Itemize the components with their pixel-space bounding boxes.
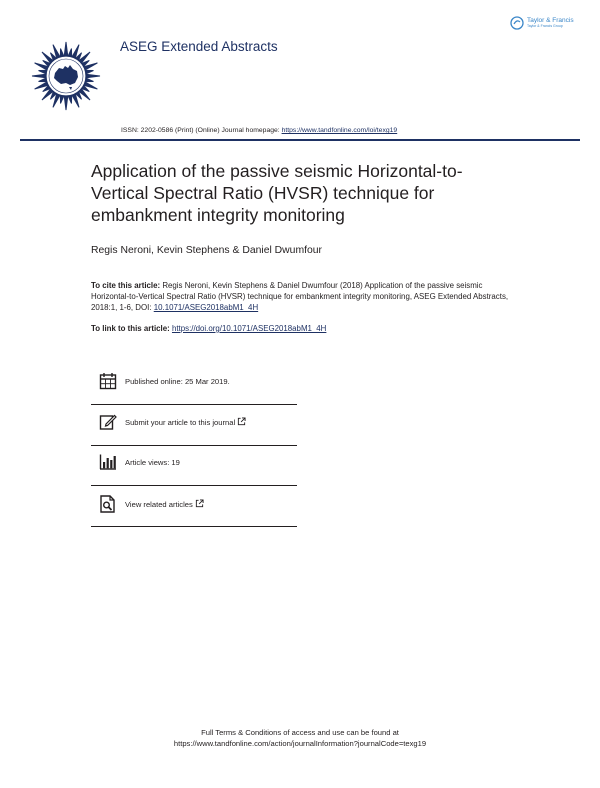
- edit-icon: [99, 413, 117, 431]
- published-online-row: [91, 366, 297, 396]
- publisher-logo[interactable]: [510, 16, 574, 30]
- taylor-francis-icon: [510, 16, 524, 30]
- logo-spike: [64, 42, 68, 56]
- footer-terms: [0, 727, 600, 749]
- header-divider: [20, 139, 580, 141]
- publisher-logo-subtext: Taylor & Francis Group: [527, 24, 563, 28]
- logo-spike: [86, 74, 100, 78]
- published-online-text: Published online: 25 Mar 2019.: [125, 376, 230, 386]
- article-title: Application of the passive seismic Horizontal-to-Vertical Spectral Ratio (HVSR) technique for embankment integrity monitoring: [91, 161, 463, 225]
- info-divider: [91, 404, 297, 405]
- citation-block: [91, 280, 511, 313]
- article-views-text: Article views: 19: [125, 457, 180, 467]
- publisher-logo-text: Taylor & Francis: [527, 16, 574, 24]
- info-divider: [91, 485, 297, 486]
- logo-spike: [32, 74, 46, 78]
- article-link-line: [91, 324, 326, 333]
- bar-chart-icon: [99, 453, 117, 471]
- journal-name: ASEG Extended Abstracts: [120, 39, 278, 54]
- external-link-icon: [237, 417, 246, 426]
- submit-article-link[interactable]: [125, 417, 246, 427]
- aseg-logo: [30, 40, 102, 112]
- submit-article-text: Submit your article to this journal: [125, 418, 236, 427]
- related-articles-link[interactable]: [125, 499, 204, 509]
- logo-spike: [64, 96, 68, 110]
- link-label: To link to this article:: [91, 324, 172, 333]
- issn-text: ISSN: 2202-0586 (Print) (Online) Journal homepage:: [121, 127, 282, 134]
- document-search-icon: [99, 495, 117, 513]
- info-divider: [91, 526, 297, 527]
- doi-link[interactable]: 10.1071/ASEG2018abM1_4H: [153, 303, 259, 312]
- issn-line: [121, 127, 397, 134]
- external-link-icon: [195, 499, 204, 508]
- footer-terms-text: Full Terms & Conditions of access and use can be found at: [201, 728, 399, 737]
- related-articles-text: View related articles: [125, 500, 193, 509]
- footer-terms-link[interactable]: https://www.tandfonline.com/action/journalInformation?journalCode=texg19: [173, 739, 427, 748]
- calendar-icon: [99, 372, 117, 390]
- submit-article-row[interactable]: [91, 407, 297, 437]
- info-divider: [91, 445, 297, 446]
- related-articles-row[interactable]: [91, 489, 297, 519]
- article-doi-url[interactable]: https://doi.org/10.1071/ASEG2018abM1_4H: [171, 324, 327, 333]
- cite-label: To cite this article:: [91, 281, 161, 290]
- article-views-row: [91, 447, 297, 477]
- article-authors: Regis Neroni, Kevin Stephens & Daniel Dwumfour: [91, 245, 323, 256]
- journal-homepage-link[interactable]: https://www.tandfonline.com/loi/texg19: [281, 127, 398, 134]
- cite-text: Regis Neroni, Kevin Stephens & Daniel Dwumfour (2018) Application of the passive seismic Horizontal-to-Vertical Spectral Ratio (HVSR) technique for embankment integrity monitoring, ASEG Extended Abstracts, 2018:1, 1-6, DOI:: [91, 281, 509, 312]
